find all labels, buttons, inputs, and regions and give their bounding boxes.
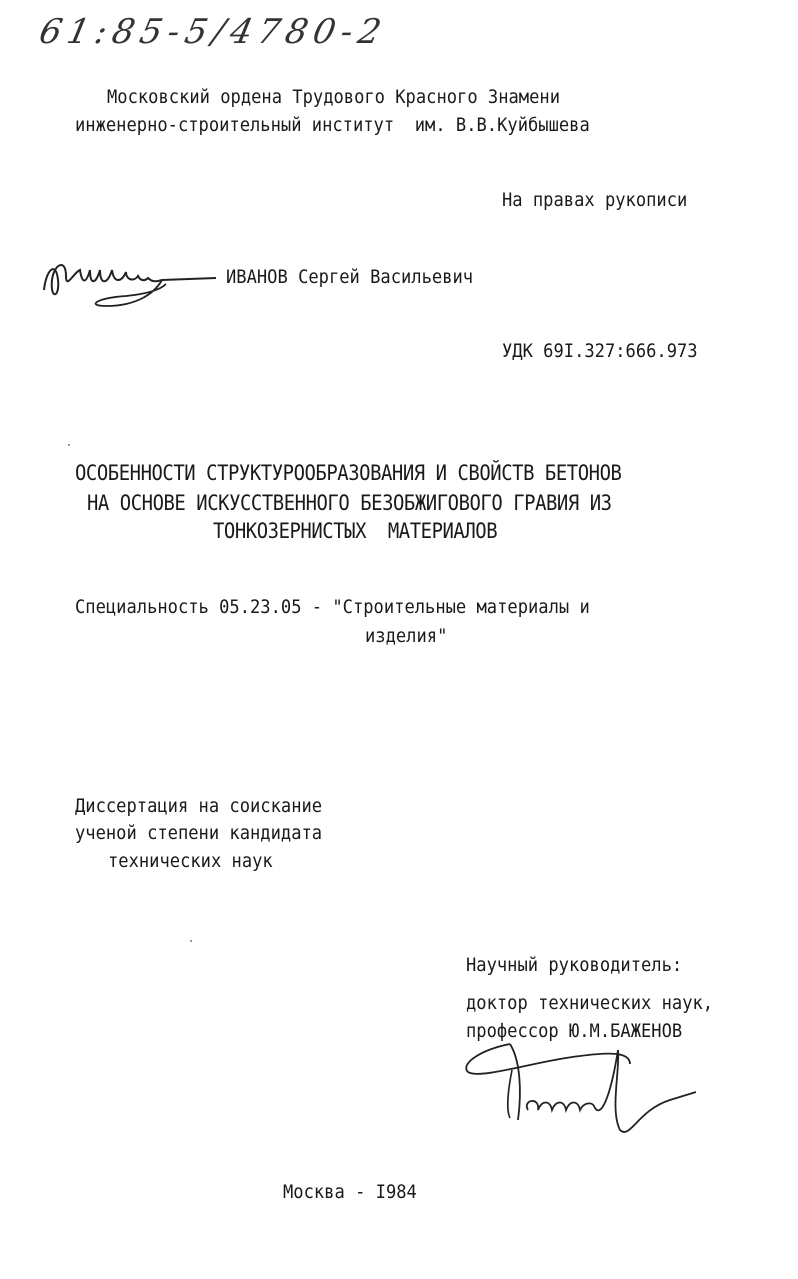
title-line-3: ТОНКОЗЕРНИСТЫХ МАТЕРИАЛОВ bbox=[213, 519, 498, 543]
title-line-1: ОСОБЕННОСТИ СТРУКТУРООБРАЗОВАНИЯ И СВОЙСТВ БЕТОНОВ bbox=[75, 461, 622, 485]
dissertation-line-3: технических наук bbox=[108, 850, 273, 872]
udc-code: УДК 69I.327:666.973 bbox=[502, 340, 698, 362]
author-signature-icon bbox=[36, 250, 236, 320]
dissertation-line-2: ученой степени кандидата bbox=[75, 822, 323, 844]
specialty-line-2: изделия" bbox=[365, 625, 448, 647]
supervisor-name: профессор Ю.М.БАЖЕНОВ bbox=[466, 1020, 683, 1042]
author-name: ИВАНОВ Сергей Васильевич bbox=[226, 266, 474, 288]
supervisor-degree: доктор технических наук, bbox=[466, 992, 714, 1014]
scan-speck bbox=[68, 444, 70, 446]
institution-line-1: Московский ордена Трудового Красного Знамени bbox=[107, 86, 560, 108]
archive-mark: 61:85-5/4780-2 bbox=[35, 12, 391, 52]
title-line-2: НА ОСНОВЕ ИСКУССТВЕННОГО БЕЗОБЖИГОВОГО ГРАВИЯ ИЗ bbox=[87, 491, 612, 515]
specialty-line-1: Специальность 05.23.05 - "Строительные материалы и bbox=[75, 596, 590, 618]
manuscript-rights: На правах рукописи bbox=[502, 189, 688, 211]
institution-line-2: инженерно-строительный институт им. В.В.Куйбышева bbox=[75, 114, 590, 136]
scan-speck bbox=[190, 940, 192, 942]
supervisor-signature-icon bbox=[460, 1030, 720, 1150]
supervisor-label: Научный руководитель: bbox=[466, 954, 683, 976]
dissertation-line-1: Диссертация на соискание bbox=[75, 795, 323, 817]
place-year: Москва - I984 bbox=[283, 1181, 417, 1203]
